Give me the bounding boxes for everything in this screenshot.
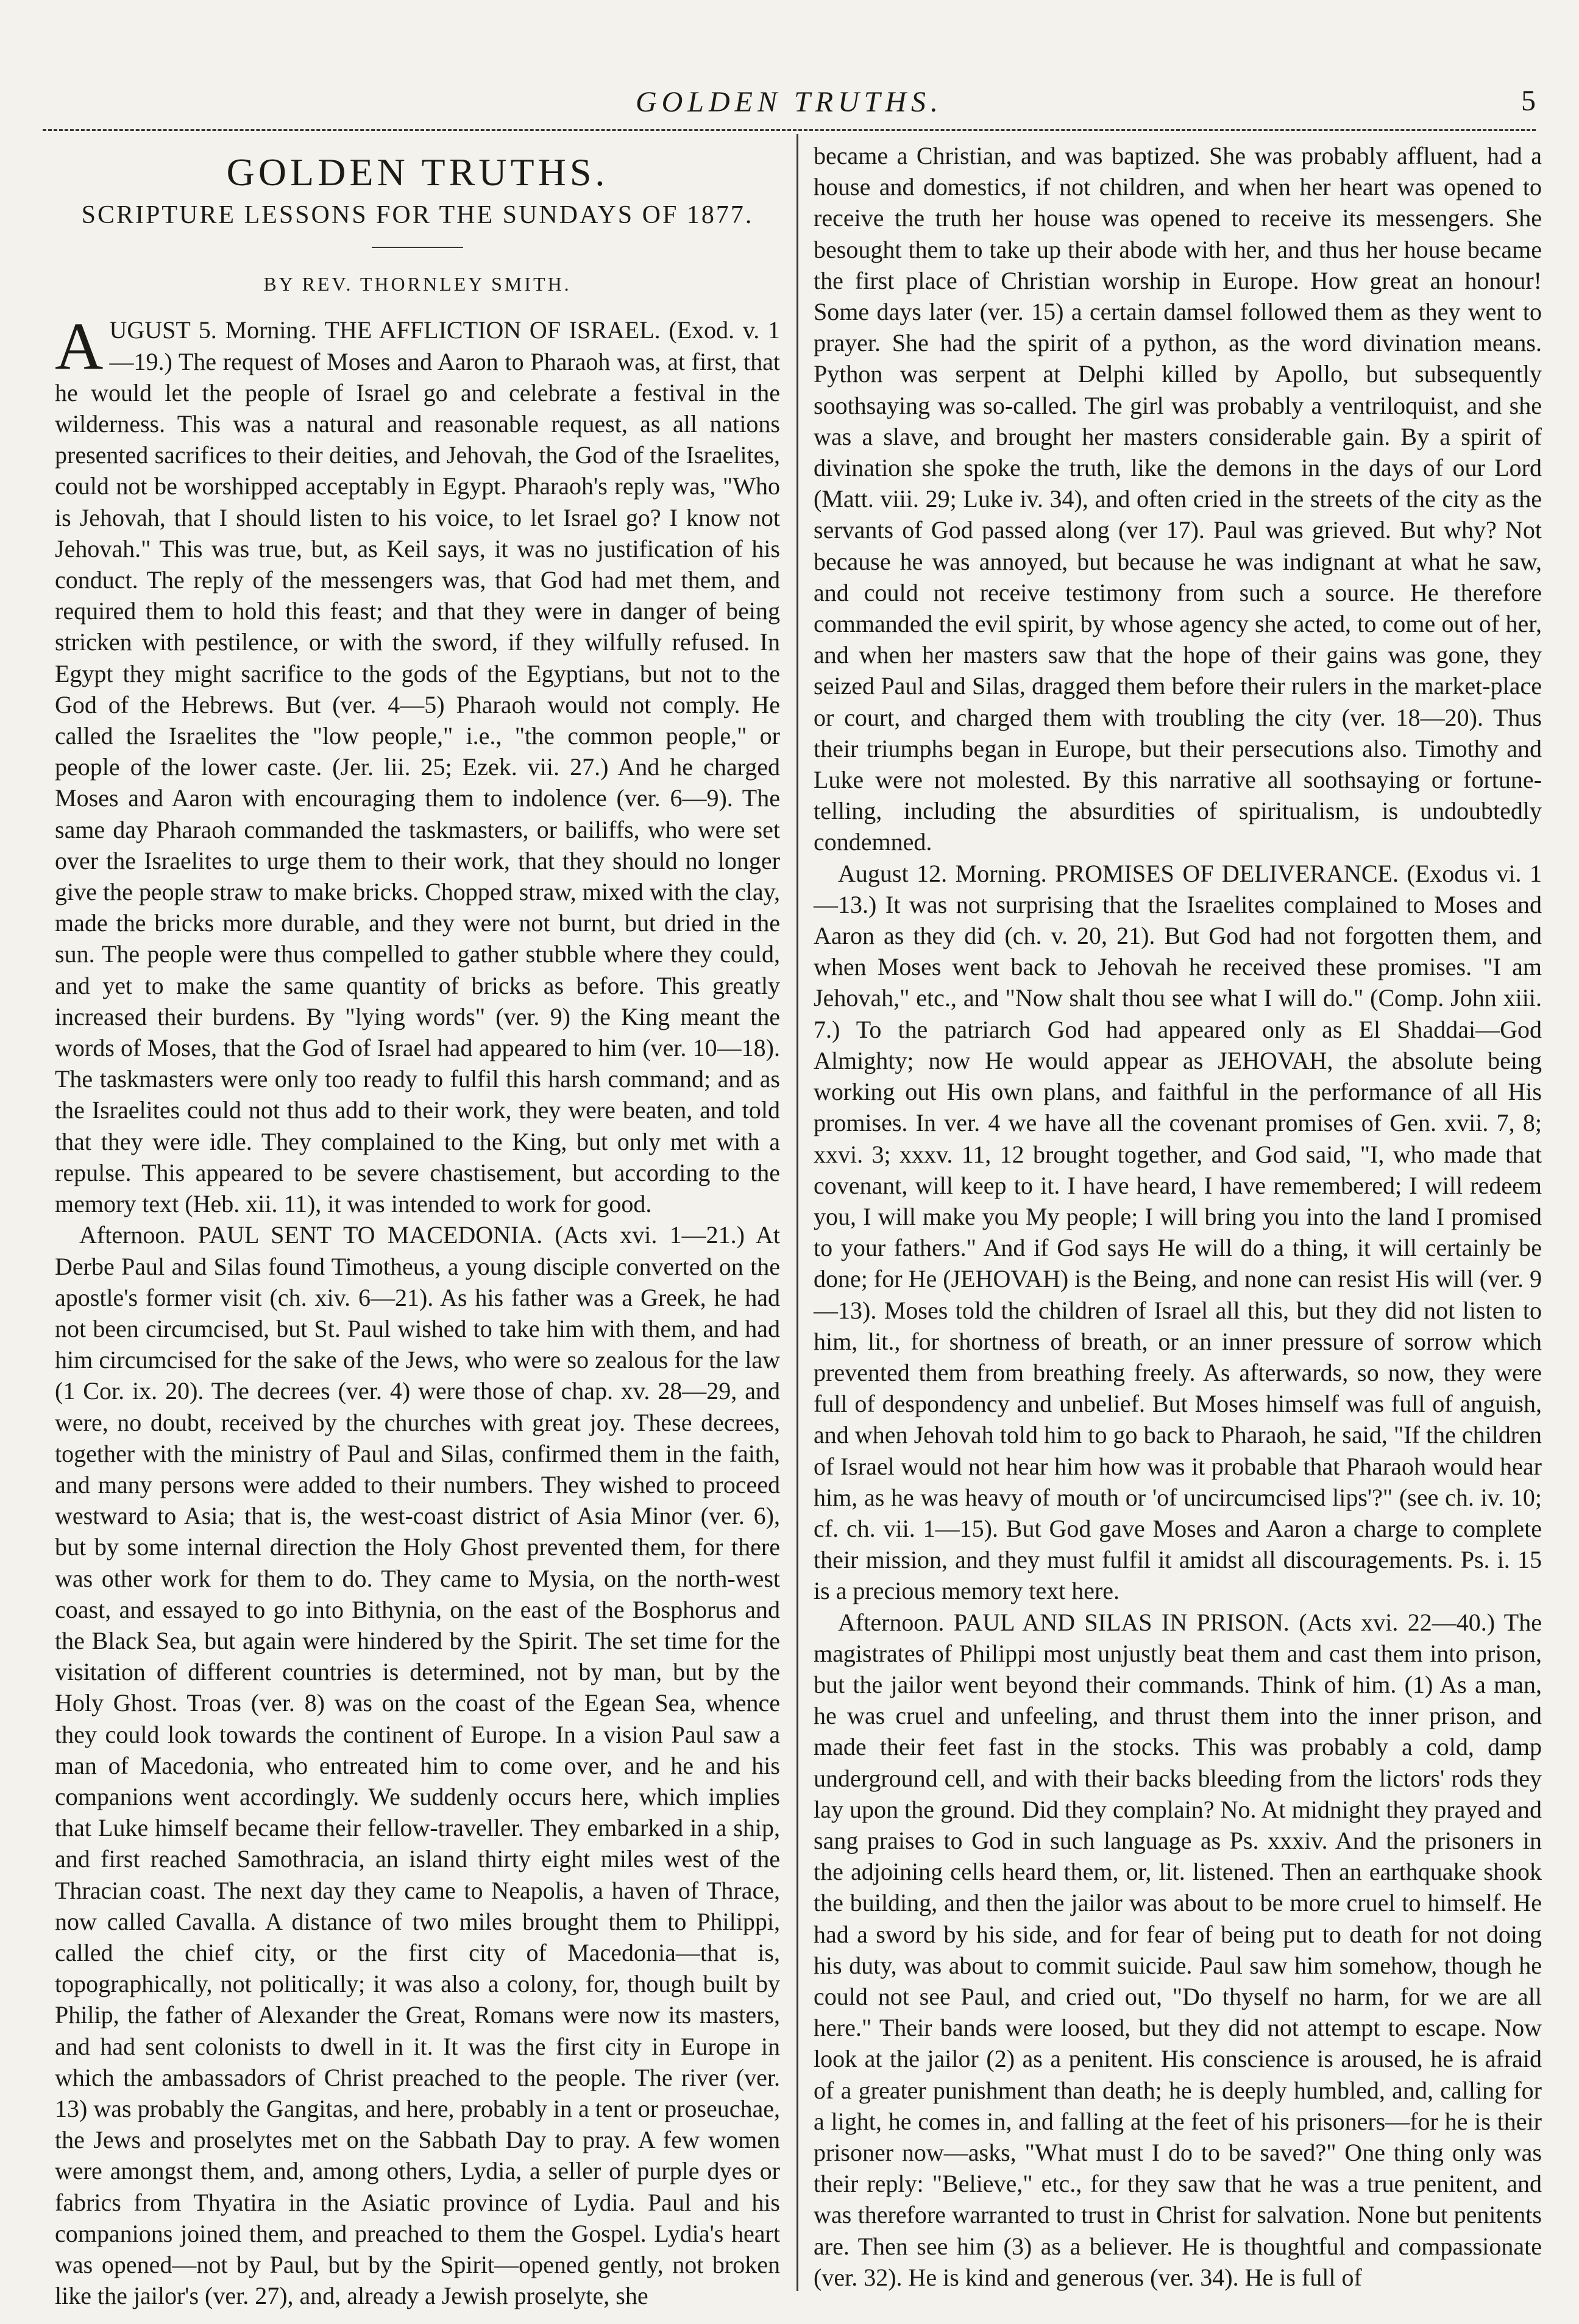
drop-cap: A (55, 309, 104, 384)
header-rule (43, 129, 1536, 131)
lesson-paragraph: Afternoon. PAUL AND SILAS IN PRISON. (Acts xvi. 22—40.) The magistrates of Philippi most unjustly beat them and cast them into prison, but the jailor went beyond their commands. Think of him. (1) As a man, he was cruel and unfeeling, and thrust them into the inner prison, and made their feet fast in the stocks. This was probably a cold, damp underground cell, and with their backs bleeding from the lictors' rods they lay upon the ground. Did they complain? No. At midnight they prayed and sang praises to God in such language as Ps. xxxiv. And the prisoners in the adjoining cells heard them, or, lit. listened. Then an earthquake shook the building, and then the jailor was about to be more cruel to himself. He had a sword by his side, and for fear of being put to death for not doing his duty, was about to commit suicide. Paul saw him somehow, though he could not see Paul, and cried out, "Do thyself no harm, for we are all here." Their bands were loosed, but they did not attempt to escape. Now look at the jailor (2) as a penitent. His conscience is aroused, he is afraid of a greater punishment than death; he is deeply humbled, and, calling for a light, he comes in, and falling at the feet of his prisoners—for he is their prisoner now—asks, "What must I do to be saved?" One thing only was their reply: "Believe," etc., for they saw that he was a true penitent, and was therefore warranted to trust in Christ for salvation. None but penitents are. Then see him (3) as a believer. He is thoughtful and compassionate (ver. 32). He is kind and generous (ver. 34). He is full of (814, 1608, 1542, 2291)
lesson-paragraph: Afternoon. PAUL SENT TO MACEDONIA. (Acts xvi. 1—21.) At Derbe Paul and Silas found Timotheus, a young disciple converted on the apostle's former visit (ch. xiv. 6—21). As his father was a Greek, he had not been circumcised, but St. Paul wished to take him with them, and had him circumcised for the sake of the Jews, who were so zealous for the law (1 Cor. ix. 20). The decrees (ver. 4) were those of chap. xv. 28—29, and were, no doubt, received by the churches with great joy. These decrees, together with the ministry of Paul and Silas, confirmed them in the faith, and many persons were added to their numbers. They wished to proceed westward to Asia; that is, the west-coast district of Asia Minor (ver. 6), but by some internal direction the Holy Ghost prevented them, for there was other work for them to do. They came to Mysia, on the north-west coast, and essayed to go into Bithynia, on the east of the Bosphorus and the Black Sea, but again were hindered by the Spirit. The set time for the visitation of different countries is determined, not by man, but by the Holy Ghost. Troas (ver. 8) was on the coast of the Egean Sea, whence they could look towards the continent of Europe. In a vision Paul saw a man of Macedonia, who entreated him to come over, and he and his companions went accordingly. We suddenly occurs here, which implies that Luke himself became their fellow-traveller. They embarked in a ship, and first reached Samothracia, an island thirty eight miles west of the Thracian coast. The next day they came to Neapolis, a haven of Thrace, now called Cavalla. A distance of two miles brought them to Philippi, called the chief city, or the first city of Macedonia—that is, topographically, not politically; it was also a colony, for, though built by Philip, the father of Alexander the Great, Romans were now its masters, and had sent colonists to dwell in it. It was the first city in Europe in which the ambassadors of Christ preached to the people. The river (ver. 13) was probably the Gangitas, and here, probably in a tent or proseuchae, the Jews and proselytes met on the Sabbath Day to pray. A few women were amongst them, and, among others, Lydia, a seller of purple dyes or fabrics from Thyatira in the Asiatic province of Lydia. Paul and his companions joined them, and preached to them the Gospel. Lydia's heart was opened—not by Paul, but by the Spirit—opened gently, not broken like the jailor's (ver. 27), and, already a Jewish proselyte, she (55, 1221, 780, 2310)
byline: BY REV. THORNLEY SMITH. (263, 273, 572, 296)
lesson-text: UGUST 5. Morning. THE AFFLICTION OF ISRAEL. (Exod. v. 1—19.) The request of Moses and Aaron to Pharaoh was, at first, that he would let the people of Israel go and celebrate a festival in the wilderness. This was a natural and reasonable request, as all nations presented sacrifices to their deities, and Jehovah, the God of the Israelites, could not be worshipped acceptably in Egypt. Pharaoh's reply was, "Who is Jehovah, that I should listen to his voice, to let Israel go? I know not Jehovah." This was true, but, as Keil says, it was no justification of his conduct. The reply of the messengers was, that God had met them, and required them to hold this feast; and that they were in danger of being stricken with pestilence, or with the sword, if they wilfully refused. In Egypt they might sacrifice to the gods of the Egyptians, but not to the God of the Hebrews. But (ver. 4—5) Pharaoh would not comply. He called the Israelites the "low people," i.e., "the common people," or people of the lower caste. (Jer. lii. 25; Ezek. vii. 27.) And he charged Moses and Aaron with encouraging them to indolence (ver. 6—9). The same day Pharaoh commanded the taskmasters, or bailiffs, who were set over the Israelites to urge them to their work, that they should no longer give the people straw to make bricks. Chopped straw, mixed with the clay, made the bricks more durable, and they were not burnt, but dried in the sun. The people were thus compelled to gather stubble where they could, and yet to make the same quantity of bricks as before. This greatly increased their burdens. By "lying words" (ver. 9) the King meant the words of Moses, that the God of Israel had appeared to him (ver. 10—18). The taskmasters were only too ready to fulfil this harsh command; and as the Israelites could not thus add to their work, they were beaten, and told that they were idle. They complained to the King, but only met with a repulse. This appeared to be severe chastisement, but according to the memory text (Heb. xii. 11), it was intended to work for good. (55, 316, 780, 1218)
lesson-paragraph (55, 309, 780, 1219)
title-rule (372, 247, 463, 248)
lesson-paragraph: became a Christian, and was baptized. She was probably affluent, had a house and domestics, if not children, and when her heart was opened to receive the truth her house was opened to receive its messengers. She besought them to take up their abode with her, and thus her house became the first place of Christian worship in Europe. How great an honour! Some days later (ver. 15) a certain damsel followed them as they went to prayer. She had the spirit of a python, as the word divination means. Python was serpent at Delphi killed by Apollo, but subsequently soothsaying was so-called. The girl was probably a ventriloquist, and she was a slave, and brought her masters considerable gain. By a spirit of divination she spoke the truth, like the demons in the days of our Lord (Matt. viii. 29; Luke iv. 34), and often cried in the streets of the city as the servants of God passed along (ver 17). Paul was grieved. But why? Not because he was annoyed, but because he was indignant at what he saw, and could not receive testimony from such a source. He therefore commanded the evil spirit, by whose agency she acted, to come out of her, and when her masters saw that the hope of their gains was gone, they seized Paul and Silas, dragged them before their rulers in the market-place or court, and charged them with troubling the city (ver. 18—20). Thus their triumphs began in Europe, but their persecutions also. Timothy and Luke were not molested. By this narrative all soothsaying or fortune-telling, including the absurdities of spiritualism, is undoubtedly condemned. (814, 142, 1542, 856)
lesson-paragraph: August 12. Morning. PROMISES OF DELIVERANCE. (Exodus vi. 1—13.) It was not surprising that the Israelites complained to Moses and Aaron as they did (ch. v. 20, 21). But God had not forgotten them, and when Moses went back to Jehovah he received these promises. "I am Jehovah," etc., and "Now shalt thou see what I will do." (Comp. John xiii. 7.) To the patriarch God had appeared only as El Shaddai—God Almighty; now He would appear as JEHOVAH, the absolute being working out His own plans, and faithful in the performance of all His promises. In ver. 4 we have all the covenant promises of Gen. xvii. 7, 8; xxvi. 3; xxxv. 11, 12 brought together, and God said, "I, who made that covenant, will keep to it. I have heard, I have remembered; I will redeem you, I will make you My people; I will bring you into the land I promised to your fathers." And if God says He will do a thing, it will certainly be done; for He (JEHOVAH) is the Being, and none can resist His will (ver. 9—13). Moses told the children of Israel all this, but they did not listen to him, lit., for shortness of breath, or an inner pressure of sorrow which prevented them from breathing freely. As afterwards, so now, they were full of despondency and unbelief. But Moses himself was full of anguish, and when Jehovah told him to go back to Pharaoh, he said, "If the children of Israel would not hear him how was it probable that Pharaoh would hear him, as he was heavy of mouth or 'of uncircumcised lips'?" (see ch. iv. 10; cf. ch. vii. 1—15). But God gave Moses and Aaron a charge to complete their mission, and they must fulfil it amidst all discouragements. Ps. i. 15 is a precious memory text here. (814, 859, 1542, 1605)
article-title: GOLDEN TRUTHS. (226, 151, 609, 194)
column-divider (797, 134, 798, 2291)
right-column (814, 140, 1542, 2291)
running-title: GOLDEN TRUTHS. (635, 86, 943, 118)
article-subtitle: SCRIPTURE LESSONS FOR THE SUNDAYS OF 1877. (81, 201, 754, 229)
page-number: 5 (1521, 85, 1536, 117)
left-column (55, 140, 780, 2310)
running-header (43, 79, 1536, 134)
